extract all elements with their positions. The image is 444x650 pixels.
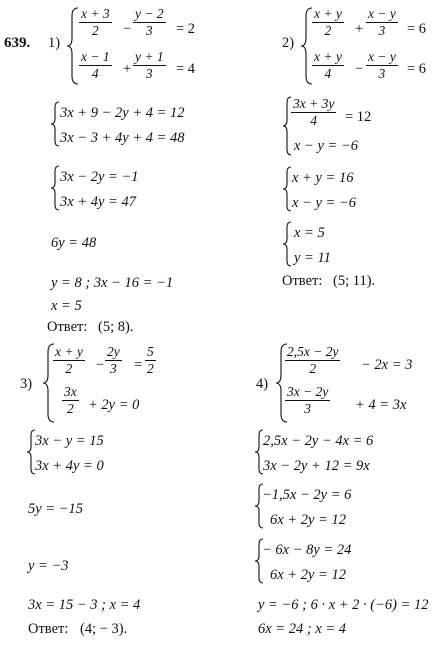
part3-step2: y = −3	[28, 558, 69, 574]
part3-eq1-fraction3: $\frac{5}{2}$	[147, 344, 154, 377]
part2-answer: (5; 11).	[333, 273, 376, 289]
part2-sys1-rhs: = 12	[345, 109, 372, 125]
part4-eq1-rest: − 2x = 3	[361, 357, 413, 373]
part2-eq1-rhs: = 6	[407, 21, 427, 37]
part2-eq2-op: −	[355, 61, 364, 77]
part1-sys1-brace	[50, 100, 60, 148]
part1-sys2-line1: 3x − 2y = −1	[60, 169, 139, 185]
part4-sys2-line1: −1,5x − 2y = 6	[262, 487, 352, 503]
part1-sys2-brace	[50, 164, 60, 212]
part3-sys1-line2: 3x + 4y = 0	[35, 458, 104, 474]
part2-eq1-fraction1: $\frac{x + y}{2}$	[314, 6, 342, 39]
part4-sys1-line2: 3x − 2y + 12 = 9x	[263, 458, 370, 474]
part2-answer-label: Ответ:	[282, 273, 323, 289]
part1-eq1-fraction1: $\frac{x + 3}{2}$	[81, 6, 110, 39]
part1-step2: y = 8 ; 3x − 16 = −1	[51, 275, 174, 291]
part3-step1: 5y = −15	[28, 501, 84, 517]
part1-sys2-line2: 3x + 4y = 47	[60, 194, 136, 210]
part1-eq2-fraction1: $\frac{x - 1}{4}$	[81, 49, 110, 82]
part3-sys1-line1: 3x − y = 15	[35, 433, 104, 449]
part2-sys1-line2: x − y = −6	[294, 138, 358, 154]
part1-system-brace	[66, 6, 80, 86]
part1-answer: (5; 8).	[98, 319, 134, 335]
part1-eq1-rhs: = 2	[176, 21, 196, 37]
part3-answer: (4; − 3).	[80, 621, 128, 637]
part1-eq1-fraction2: $\frac{y - 2}{3}$	[135, 6, 164, 39]
part4-sys2-line2: 6x + 2y = 12	[270, 512, 346, 528]
part2-eq2-fraction1: $\frac{x + y}{4}$	[314, 49, 342, 82]
part4-sys3-line1: − 6x − 8y = 24	[262, 542, 352, 558]
part2-sys2-line2: x − y = −6	[292, 195, 356, 211]
part2-eq1-fraction2: $\frac{x - y}{3}$	[368, 6, 396, 39]
part3-eq1-fraction1: $\frac{x + y}{2}$	[55, 344, 83, 377]
part2-sys2-brace	[282, 165, 292, 213]
part3-step3: 3x = 15 − 3 ; x = 4	[28, 597, 141, 613]
part1-label: 1)	[48, 35, 61, 51]
part4-eq1-fraction: $\frac{2,5x - 2y}{2}$	[287, 344, 339, 377]
part4-eq2-fraction: $\frac{3x - 2y}{3}$	[287, 384, 329, 417]
part2-sys3-line1: x = 5	[294, 225, 325, 241]
part3-label: 3)	[20, 376, 33, 392]
part1-step3: x = 5	[51, 298, 82, 314]
part4-label: 4)	[256, 376, 269, 392]
part4-eq2-rest: + 4 = 3x	[355, 397, 407, 413]
part1-sys1-line2: 3x − 3 + 4y + 4 = 48	[60, 130, 185, 146]
part3-eq2-fraction: $\frac{3x}{2}$	[64, 384, 77, 417]
part3-eq2-rest: + 2y = 0	[88, 397, 140, 413]
part3-eq1-op: −	[96, 357, 105, 373]
part2-sys2-line1: x + y = 16	[292, 170, 354, 186]
part1-eq2-fraction2: $\frac{y + 1}{3}$	[135, 49, 164, 82]
part4-step2: 6x = 24 ; x = 4	[258, 621, 347, 637]
part2-sys3-line2: y = 11	[294, 250, 331, 266]
part2-sys1-fraction: $\frac{3x + 3y}{4}$	[293, 96, 335, 129]
part4-step1: y = −6 ; 6 · x + 2 · (−6) = 12	[258, 597, 429, 613]
part1-eq2-rhs: = 4	[176, 61, 196, 77]
part4-sys1-line1: 2,5x − 2y − 4x = 6	[263, 433, 374, 449]
part2-eq1-op: +	[355, 21, 364, 37]
part3-eq1-fraction2: $\frac{2y}{3}$	[107, 344, 120, 377]
part2-eq2-fraction2: $\frac{x - y}{3}$	[368, 49, 396, 82]
part2-sys3-brace	[282, 220, 292, 268]
part2-eq2-rhs: = 6	[407, 61, 427, 77]
problem-number: 639.	[4, 35, 31, 51]
part3-eq1-equals: =	[134, 357, 143, 373]
part1-step1: 6y = 48	[51, 235, 97, 251]
part1-eq1-op: −	[123, 21, 132, 37]
part2-label: 2)	[282, 35, 295, 51]
part3-answer-label: Ответ:	[28, 621, 69, 637]
part4-sys3-line2: 6x + 2y = 12	[270, 567, 346, 583]
part1-answer-label: Ответ:	[47, 319, 88, 335]
part1-eq2-op: +	[123, 61, 132, 77]
part1-sys1-line1: 3x + 9 − 2y + 4 = 12	[60, 105, 185, 121]
